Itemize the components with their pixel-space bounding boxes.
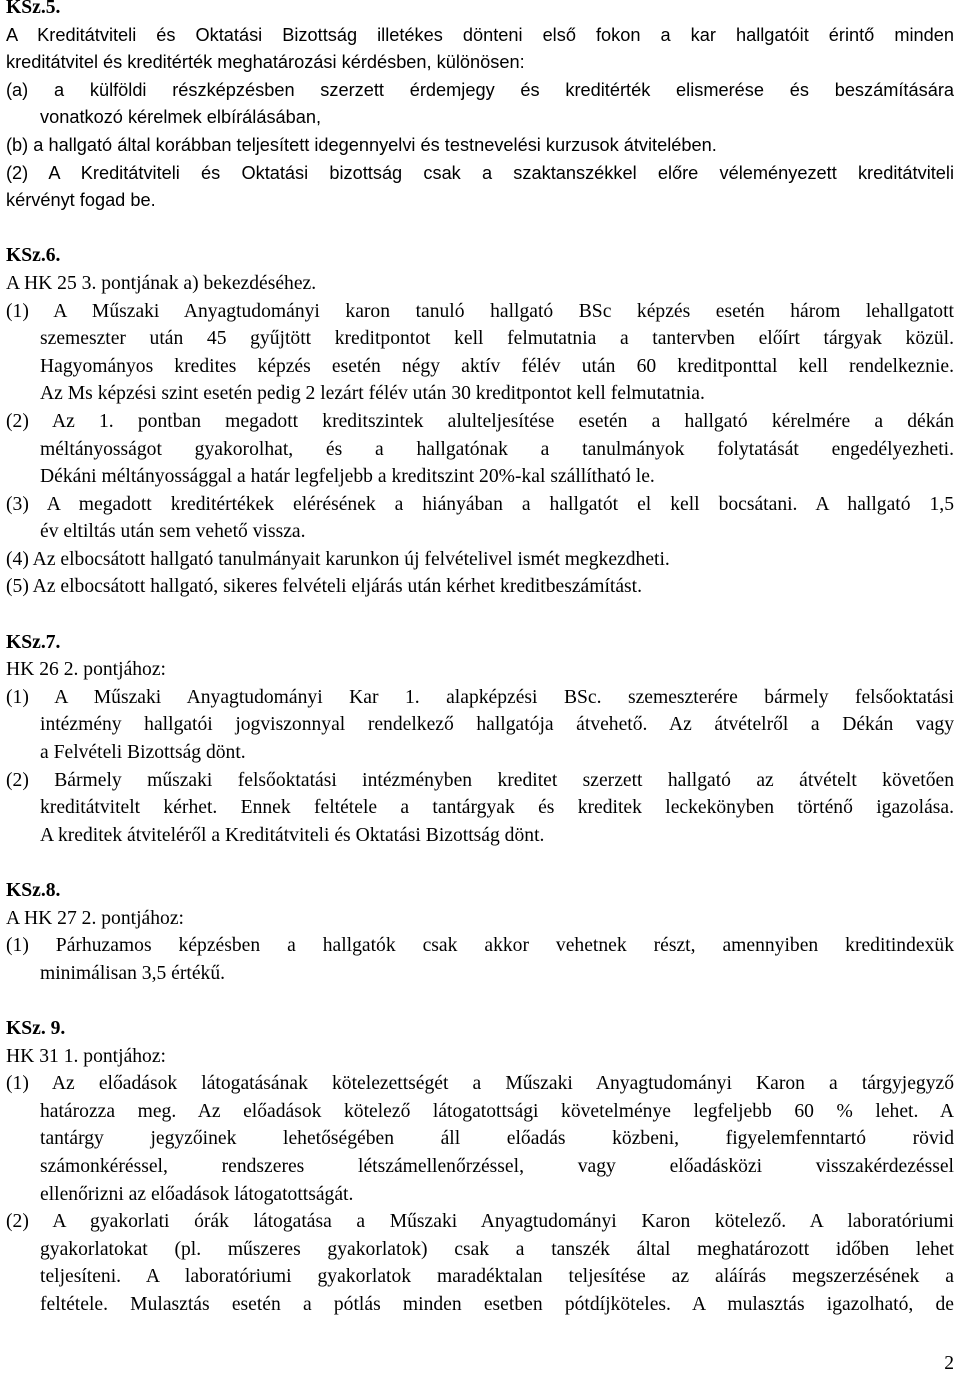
text-line: teljesíteni. A laboratóriumi gyakorlatok maradéktalan teljesítése az aláírás megszerzésének a: [40, 1266, 954, 1288]
text-line: A HK 27 2. pontjához:: [6, 907, 184, 929]
section-spacer: [6, 849, 954, 877]
text-line: (1) A Műszaki Anyagtudományi Kar 1. alapképzési BSc. szemeszterére bármely felsőoktatási: [6, 686, 954, 708]
section-spacer: [6, 215, 954, 243]
text-line: HK 31 1. pontjához:: [6, 1045, 166, 1067]
text-line: Hagyományos kredites képzés esetén négy aktív félév után 60 kreditponttal kell rendelkeznie.: [40, 355, 954, 377]
section-spacer: [6, 601, 954, 629]
text-line: (2) A gyakorlati órák látogatása a Műszaki Anyagtudományi Karon kötelező. A laboratóriumi: [6, 1211, 954, 1233]
section: [6, 629, 954, 850]
text-line: intézmény hallgatói jogviszonnyal rendelkező hallgatója átvehető. Az átvételről a Dékán vagy: [40, 714, 954, 736]
text-line: kreditátvitel és kreditérték meghatározási kérdésben, különösen:: [6, 52, 525, 73]
text-line: (1) A Műszaki Anyagtudományi karon tanuló hallgató BSc képzés esetén három lehallgatott: [6, 300, 954, 322]
text-line: A HK 25 3. pontjának a) bekezdéséhez.: [6, 272, 317, 294]
section-heading: KSz.6.: [6, 245, 61, 267]
text-line: tantárgy jegyzőinek lehetőségében áll előadás közbeni, figyelemfenntartó rövid: [40, 1128, 954, 1150]
document-body: [6, 0, 954, 1319]
text-line: év eltiltás után sem vehető vissza.: [40, 521, 306, 543]
text-line: (3) A megadott kreditértékek elérésének a hiányában a hallgatót el kell bocsátani. A hallgató 1,5: [6, 493, 954, 515]
text-line: Az Ms képzési szint esetén pedig 2 lezárt félév után 30 kreditpontot kell felmutatnia.: [40, 383, 705, 405]
text-line: (4) Az elbocsátott hallgató tanulmányait karunkon új felvételivel ismét megkezdheti.: [6, 548, 670, 570]
text-line: méltányosságot gyakorolhat, és a hallgatónak a tanulmányok folytatását engedélyezheti.: [40, 438, 954, 460]
text-line: a Felvételi Bizottság dönt.: [40, 742, 246, 764]
section-heading: KSz.8.: [6, 880, 61, 901]
section: [6, 1015, 954, 1319]
section-heading: KSz.7.: [6, 631, 61, 653]
section: [6, 0, 954, 215]
text-line: számonkéréssel, rendszeres létszámellenőrzéssel, vagy előadásközi visszakérdezéssel: [40, 1155, 954, 1177]
text-line: kérvényt fogad be.: [6, 190, 156, 211]
text-line: A kreditek átviteléről a Kreditátviteli és Oktatási Bizottság dönt.: [40, 824, 545, 846]
section-heading: KSz. 9.: [6, 1017, 66, 1039]
page-number: 2: [944, 1353, 954, 1374]
text-line: HK 26 2. pontjához:: [6, 659, 166, 681]
text-line: (a) a külföldi részképzésben szerzett érdemjegy és kreditérték elismerése és beszámítására: [6, 79, 954, 100]
section-heading: KSz.5.: [6, 0, 61, 18]
text-line: kreditátvitelt kérhet. Ennek feltétele a tantárgyak és kreditek leckekönyben történő igazolása.: [40, 797, 954, 819]
text-line: (5) Az elbocsátott hallgató, sikeres felvételi eljárás után kérhet kreditbeszámítást.: [6, 576, 643, 598]
text-line: minimálisan 3,5 értékű.: [40, 962, 226, 984]
text-line: Dékáni méltányossággal a határ legfeljebb a kreditszint 20%-kal szállítható le.: [40, 466, 655, 488]
section: [6, 242, 954, 601]
text-line: (b) a hallgató által korábban teljesített idegennyelvi és testnevelési kurzusok átvitelében.: [6, 134, 717, 155]
text-line: (2) Az 1. pontban megadott kreditszintek alulteljesítése esetén a hallgató kérelmére a dékán: [6, 410, 954, 432]
text-line: gyakorlatokat (pl. műszeres gyakorlatok) csak a tanszék által meghatározott időben lehet: [40, 1238, 954, 1260]
text-line: vonatkozó kérelmek elbírálásában,: [40, 107, 322, 128]
text-line: határozza meg. Az előadások kötelező látogatottsági követelménye legfeljebb 60 % lehet. A: [40, 1100, 954, 1122]
text-line: ellenőrizni az előadások látogatottságát.: [40, 1183, 354, 1205]
section: [6, 877, 954, 987]
text-line: (2) Bármely műszaki felsőoktatási intézményben kreditet szerzett hallgató az átvételt követően: [6, 769, 954, 791]
text-line: (2) A Kreditátviteli és Oktatási bizottság csak a szaktanszékkel előre véleményezett kreditátviteli: [6, 162, 954, 183]
text-line: szemeszter után 45 gyűjtött kreditpontot kell felmutatnia a tantervben előírt tárgyak közül.: [40, 328, 954, 350]
text-line: A Kreditátviteli és Oktatási Bizottság illetékes dönteni első fokon a kar hallgatóit érintő minden: [6, 24, 954, 45]
text-line: (1) Párhuzamos képzésben a hallgatók csak akkor vehetnek részt, amennyiben kreditindexük: [6, 935, 954, 957]
text-line: feltétele. Mulasztás esetén a pótlás minden esetben pótdíjköteles. A mulasztás igazolható, de: [40, 1293, 954, 1315]
section-spacer: [6, 987, 954, 1015]
text-line: (1) Az előadások látogatásának kötelezettségét a Műszaki Anyagtudományi Karon a tárgyjegyző: [6, 1073, 954, 1095]
